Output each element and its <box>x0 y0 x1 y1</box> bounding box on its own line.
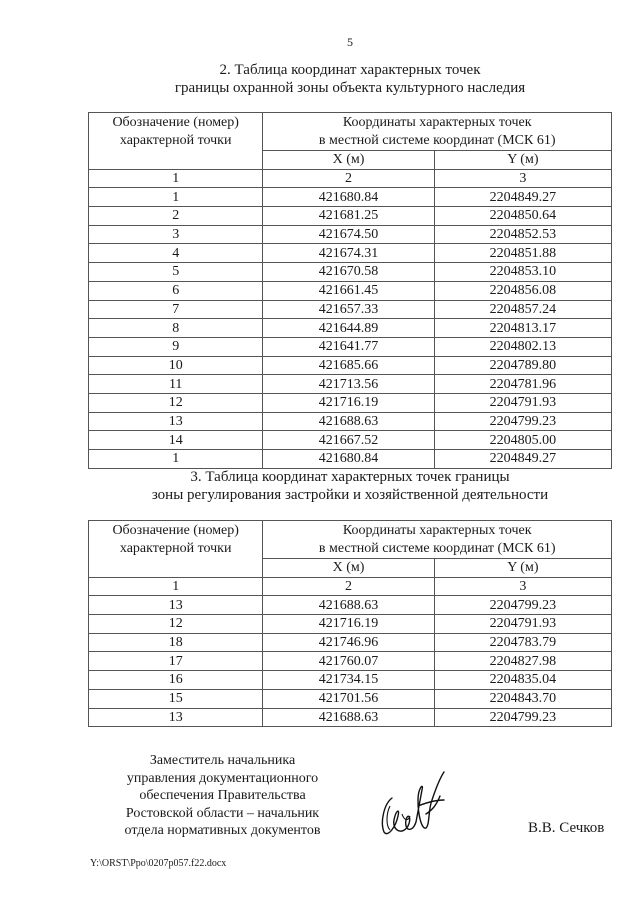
x-coordinate-cell: 421657.33 <box>263 300 434 319</box>
y-coordinate-cell: 2204852.53 <box>434 225 611 244</box>
point-cell: 3 <box>89 225 263 244</box>
point-cell: 4 <box>89 244 263 263</box>
coordinates-table-protection-zone <box>88 112 612 469</box>
x-coordinate-cell: 421760.07 <box>263 652 434 671</box>
table-row <box>89 708 612 727</box>
header-point-designation <box>89 521 263 578</box>
y-coordinate-cell: 2204843.70 <box>434 689 611 708</box>
point-cell: 15 <box>89 689 263 708</box>
y-coordinate-cell: 2204799.23 <box>434 596 611 615</box>
point-cell: 8 <box>89 319 263 338</box>
y-coordinate-cell: 2204813.17 <box>434 319 611 338</box>
table-row <box>89 412 612 431</box>
header-x: X (м) <box>263 151 434 170</box>
column-number-1: 1 <box>89 577 263 596</box>
header-y: Y (м) <box>434 559 611 578</box>
table-row <box>89 431 612 450</box>
y-coordinate-cell: 2204799.23 <box>434 708 611 727</box>
header-coordinates <box>263 113 612 151</box>
header-text: Обозначение (номер) <box>112 523 239 538</box>
table-row <box>89 225 612 244</box>
y-coordinate-cell: 2204802.13 <box>434 337 611 356</box>
point-cell: 11 <box>89 375 263 394</box>
point-cell: 2 <box>89 207 263 226</box>
y-coordinate-cell: 2204783.79 <box>434 633 611 652</box>
y-coordinate-cell: 2204856.08 <box>434 281 611 300</box>
x-coordinate-cell: 421674.31 <box>263 244 434 263</box>
table2-title-line2: зоны регулирования застройки и хозяйственной деятельности <box>151 487 549 503</box>
point-cell: 18 <box>89 633 263 652</box>
y-coordinate-cell: 2204791.93 <box>434 615 611 634</box>
x-coordinate-cell: 421670.58 <box>263 263 434 282</box>
header-y: Y (м) <box>434 151 611 170</box>
header-text: в местной системе координат (МСК 61) <box>318 133 556 148</box>
table-row <box>89 375 612 394</box>
table1-title-line2: границы охранной зоны объекта культурного наследия <box>174 80 526 96</box>
point-cell: 12 <box>89 393 263 412</box>
y-coordinate-cell: 2204789.80 <box>434 356 611 375</box>
table-row <box>89 671 612 690</box>
x-coordinate-cell: 421716.19 <box>263 615 434 634</box>
table-row <box>89 633 612 652</box>
point-cell: 17 <box>89 652 263 671</box>
point-cell: 14 <box>89 431 263 450</box>
table1-title-line1: 2. Таблица координат характерных точек <box>219 62 481 78</box>
y-coordinate-cell: 2204791.93 <box>434 393 611 412</box>
signer-name: В.В. Сечков <box>528 820 605 836</box>
x-coordinate-cell: 421641.77 <box>263 337 434 356</box>
table-row <box>89 188 612 207</box>
table2-title-line1: 3. Таблица координат характерных точек границы <box>190 469 510 485</box>
table-row <box>89 615 612 634</box>
table-row <box>89 263 612 282</box>
y-coordinate-cell: 2204835.04 <box>434 671 611 690</box>
page-number: 5 <box>347 35 353 49</box>
table-row <box>89 596 612 615</box>
x-coordinate-cell: 421667.52 <box>263 431 434 450</box>
column-number-3: 3 <box>434 169 611 188</box>
table-row <box>89 319 612 338</box>
header-text: характерной точки <box>119 133 232 148</box>
table-row <box>89 356 612 375</box>
table-row <box>89 244 612 263</box>
point-cell: 13 <box>89 708 263 727</box>
table-row <box>89 281 612 300</box>
x-coordinate-cell: 421674.50 <box>263 225 434 244</box>
header-text: в местной системе координат (МСК 61) <box>318 541 556 556</box>
point-cell: 1 <box>89 188 263 207</box>
table-row <box>89 300 612 319</box>
signer-position-line: обеспечения Правительства <box>139 788 306 803</box>
header-text: характерной точки <box>119 541 232 556</box>
point-cell: 5 <box>89 263 263 282</box>
y-coordinate-cell: 2204853.10 <box>434 263 611 282</box>
x-coordinate-cell: 421746.96 <box>263 633 434 652</box>
table-row <box>89 450 612 469</box>
header-coordinates <box>263 521 612 559</box>
y-coordinate-cell: 2204849.27 <box>434 450 611 469</box>
x-coordinate-cell: 421701.56 <box>263 689 434 708</box>
table-row <box>89 652 612 671</box>
y-coordinate-cell: 2204799.23 <box>434 412 611 431</box>
point-cell: 9 <box>89 337 263 356</box>
point-cell: 13 <box>89 412 263 431</box>
header-point-designation <box>89 113 263 170</box>
point-cell: 12 <box>89 615 263 634</box>
signer-position <box>90 752 355 840</box>
table-row <box>89 393 612 412</box>
x-coordinate-cell: 421681.25 <box>263 207 434 226</box>
x-coordinate-cell: 421688.63 <box>263 596 434 615</box>
y-coordinate-cell: 2204781.96 <box>434 375 611 394</box>
column-number-3: 3 <box>434 577 611 596</box>
header-text: Координаты характерных точек <box>342 523 532 538</box>
handwritten-signature-icon <box>378 770 458 840</box>
x-coordinate-cell: 421688.63 <box>263 412 434 431</box>
x-coordinate-cell: 421680.84 <box>263 450 434 469</box>
point-cell: 1 <box>89 450 263 469</box>
column-number-2: 2 <box>263 169 434 188</box>
signer-position-line: управления документационного <box>126 770 319 786</box>
signer-position-line: отдела нормативных документов <box>124 823 321 838</box>
point-cell: 7 <box>89 300 263 319</box>
y-coordinate-cell: 2204857.24 <box>434 300 611 319</box>
x-coordinate-cell: 421734.15 <box>263 671 434 690</box>
y-coordinate-cell: 2204851.88 <box>434 244 611 263</box>
point-cell: 6 <box>89 281 263 300</box>
file-path: Y:\ORST\Ppo\0207p057.f22.docx <box>90 858 227 869</box>
header-text: Координаты характерных точек <box>342 115 532 130</box>
x-coordinate-cell: 421713.56 <box>263 375 434 394</box>
point-cell: 10 <box>89 356 263 375</box>
y-coordinate-cell: 2204850.64 <box>434 207 611 226</box>
column-number-1: 1 <box>89 169 263 188</box>
signer-position-line: Заместитель начальника <box>149 753 296 768</box>
y-coordinate-cell: 2204805.00 <box>434 431 611 450</box>
y-coordinate-cell: 2204827.98 <box>434 652 611 671</box>
table2-title <box>0 468 640 504</box>
coordinates-table-development-zone <box>88 520 612 727</box>
point-cell: 13 <box>89 596 263 615</box>
x-coordinate-cell: 421680.84 <box>263 188 434 207</box>
table-row <box>89 207 612 226</box>
table-row <box>89 337 612 356</box>
column-number-2: 2 <box>263 577 434 596</box>
header-text: Обозначение (номер) <box>112 115 239 130</box>
x-coordinate-cell: 421685.66 <box>263 356 434 375</box>
x-coordinate-cell: 421644.89 <box>263 319 434 338</box>
x-coordinate-cell: 421661.45 <box>263 281 434 300</box>
point-cell: 16 <box>89 671 263 690</box>
x-coordinate-cell: 421688.63 <box>263 708 434 727</box>
table-row <box>89 689 612 708</box>
header-x: X (м) <box>263 559 434 578</box>
x-coordinate-cell: 421716.19 <box>263 393 434 412</box>
y-coordinate-cell: 2204849.27 <box>434 188 611 207</box>
signer-position-line: Ростовской области – начальник <box>125 805 320 821</box>
table1-title <box>0 61 640 97</box>
